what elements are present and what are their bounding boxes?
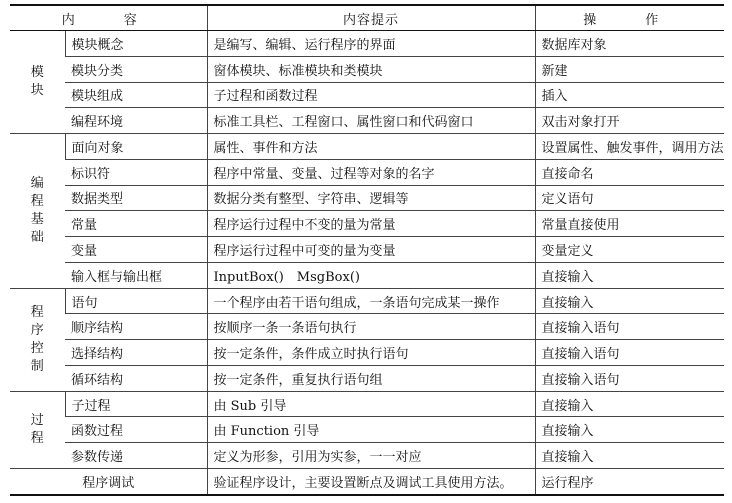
item-operation-cell: 新建 — [535, 56, 724, 82]
item-hint-cell: InputBox() MsgBox() — [207, 262, 535, 288]
footer-operation-cell: 运行程序 — [535, 469, 724, 495]
table-body — [10, 31, 724, 496]
item-operation-cell: 直接输入 — [535, 262, 724, 288]
item-hint-cell: 按一定条件，重复执行语句组 — [207, 365, 535, 391]
item-hint-cell: 程序运行过程中不变的量为常量 — [207, 211, 535, 237]
item-operation-cell: 双击对象打开 — [535, 108, 724, 134]
table-row — [10, 365, 724, 391]
item-operation-cell: 直接输入 — [535, 288, 724, 314]
item-operation-cell: 直接输入 — [535, 417, 724, 443]
item-hint-cell: 定义为形参，引用为实参，一一对应 — [207, 443, 535, 469]
table-row — [10, 56, 724, 82]
group-label — [10, 31, 65, 134]
item-name-cell: 模块组成 — [65, 82, 207, 108]
table-row — [10, 82, 724, 108]
item-operation-cell: 直接输入语句 — [535, 365, 724, 391]
header-content: 内 容 — [10, 5, 207, 31]
item-name-cell: 标识符 — [65, 159, 207, 185]
footer-row — [10, 469, 724, 495]
item-name-cell: 变量 — [65, 237, 207, 263]
item-operation-cell: 设置属性、触发事件，调用方法 — [535, 134, 724, 160]
item-name-cell: 输入框与输出框 — [65, 262, 207, 288]
item-hint-cell: 标准工具栏、工程窗口、属性窗口和代码窗口 — [207, 108, 535, 134]
item-name-cell: 编程环境 — [65, 108, 207, 134]
table-row — [10, 185, 724, 211]
item-hint-cell: 由 Sub 引导 — [207, 391, 535, 417]
item-hint-cell: 窗体模块、标准模块和类模块 — [207, 56, 535, 82]
item-hint-cell: 子过程和函数过程 — [207, 82, 535, 108]
item-operation-cell: 常量直接使用 — [535, 211, 724, 237]
table-row — [10, 443, 724, 469]
header-operation: 操 作 — [535, 5, 724, 31]
item-hint-cell: 程序中常量、变量、过程等对象的名字 — [207, 159, 535, 185]
group-label — [10, 134, 65, 289]
item-operation-cell: 数据库对象 — [535, 31, 724, 57]
table-row — [10, 108, 724, 134]
item-name-cell: 选择结构 — [65, 340, 207, 366]
item-operation-cell: 直接输入 — [535, 443, 724, 469]
item-operation-cell: 变量定义 — [535, 237, 724, 263]
item-operation-cell: 定义语句 — [535, 185, 724, 211]
header-row — [10, 5, 724, 31]
table-row — [10, 31, 724, 57]
item-name-cell: 子过程 — [65, 391, 207, 417]
item-hint-cell: 由 Function 引导 — [207, 417, 535, 443]
table-row — [10, 340, 724, 366]
item-operation-cell: 直接输入 — [535, 391, 724, 417]
item-operation-cell: 直接命名 — [535, 159, 724, 185]
item-name-cell: 参数传递 — [65, 443, 207, 469]
item-operation-cell: 直接输入语句 — [535, 314, 724, 340]
item-hint-cell: 程序运行过程中可变的量为变量 — [207, 237, 535, 263]
group-label-text: 程序控制 — [30, 304, 44, 374]
table-row — [10, 288, 724, 314]
table-row — [10, 417, 724, 443]
group-label-text: 模块 — [30, 65, 44, 99]
table-row — [10, 262, 724, 288]
item-name-cell: 语句 — [65, 288, 207, 314]
item-operation-cell: 直接输入语句 — [535, 340, 724, 366]
group-label — [10, 391, 65, 468]
item-name-cell: 面向对象 — [65, 134, 207, 160]
header-content-hint: 内容提示 — [207, 5, 535, 31]
item-name-cell: 循环结构 — [65, 365, 207, 391]
item-name-cell: 顺序结构 — [65, 314, 207, 340]
item-name-cell: 常量 — [65, 211, 207, 237]
footer-name-cell: 程序调试 — [10, 469, 207, 495]
item-hint-cell: 一个程序由若干语句组成，一条语句完成某一操作 — [207, 288, 535, 314]
item-hint-cell: 是编写、编辑、运行程序的界面 — [207, 31, 535, 57]
item-hint-cell: 数据分类有整型、字符串、逻辑等 — [207, 185, 535, 211]
group-label-text: 过程 — [30, 412, 44, 446]
item-hint-cell: 按一定条件，条件成立时执行语句 — [207, 340, 535, 366]
item-hint-cell: 按顺序一条一条语句执行 — [207, 314, 535, 340]
table-row — [10, 211, 724, 237]
item-operation-cell: 插入 — [535, 82, 724, 108]
group-label — [10, 288, 65, 391]
table-row — [10, 391, 724, 417]
footer-hint-cell: 验证程序设计，主要设置断点及调试工具使用方法。 — [207, 469, 535, 495]
item-name-cell: 函数过程 — [65, 417, 207, 443]
item-hint-cell: 属性、事件和方法 — [207, 134, 535, 160]
table-row — [10, 314, 724, 340]
table-row — [10, 237, 724, 263]
table-row — [10, 134, 724, 160]
module-summary-table — [10, 4, 724, 496]
item-name-cell: 数据类型 — [65, 185, 207, 211]
group-label-text: 编程基础 — [30, 175, 44, 245]
item-name-cell: 模块分类 — [65, 56, 207, 82]
table-row — [10, 159, 724, 185]
item-name-cell: 模块概念 — [65, 31, 207, 57]
